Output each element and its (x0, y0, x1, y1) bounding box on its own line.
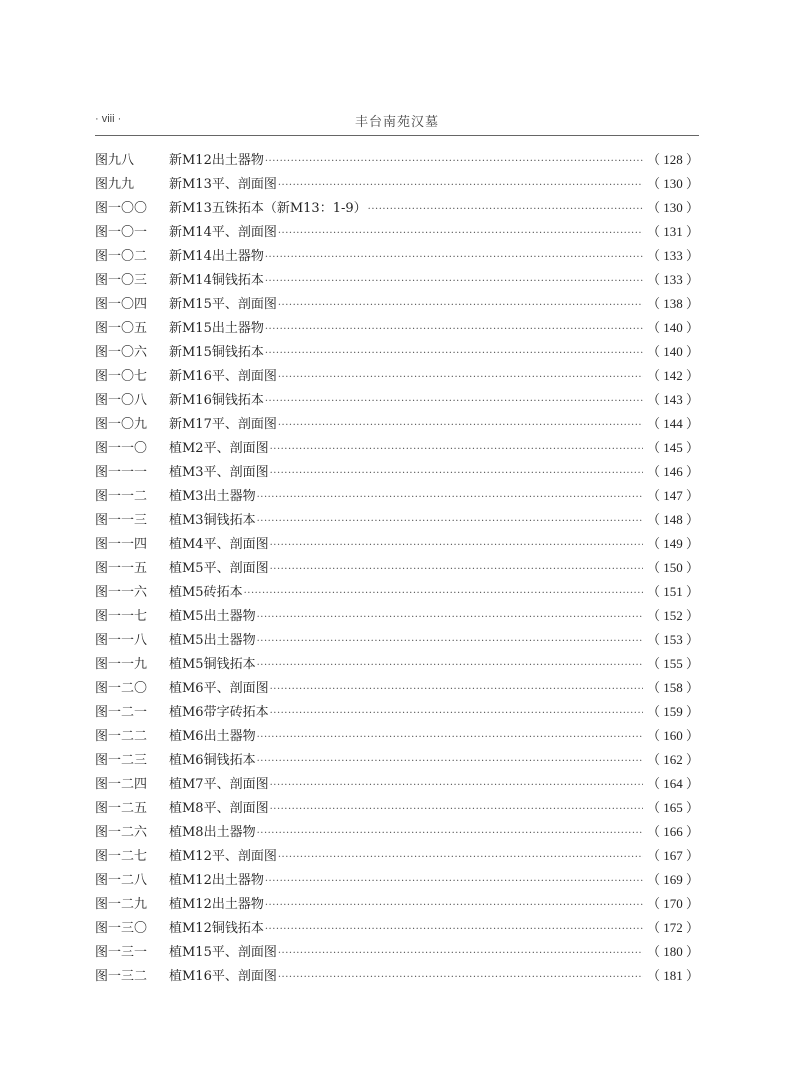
page-number: （ 150 ） (647, 560, 700, 575)
figure-number: 图一一八 (95, 633, 148, 648)
figure-number: 图一一二 (95, 489, 148, 504)
toc-entry (95, 364, 699, 388)
page-number: （ 130 ） (647, 200, 700, 215)
dot-leader (265, 870, 643, 894)
toc-entry (95, 220, 699, 244)
figure-number: 图一〇一 (95, 225, 148, 240)
toc-entry (95, 196, 699, 220)
page-number: （ 159 ） (647, 704, 700, 719)
figure-title: 植M15平、剖面图 (169, 945, 277, 960)
dot-leader (265, 918, 643, 942)
figure-title: 植M12出土器物 (169, 873, 264, 888)
figure-number: 图一二七 (95, 849, 148, 864)
toc-entry (95, 844, 699, 868)
figure-number: 图一〇〇 (95, 201, 148, 216)
figure-title: 植M5出土器物 (169, 609, 256, 624)
figure-title: 植M3出土器物 (169, 489, 256, 504)
figure-title: 植M6铜钱拓本 (169, 753, 256, 768)
figure-number: 图一一五 (95, 561, 148, 576)
dot-leader (257, 486, 643, 510)
dot-leader (265, 150, 643, 174)
toc-entry (95, 796, 699, 820)
page-number: （ 181 ） (647, 968, 700, 983)
toc-entry (95, 580, 699, 604)
toc-entry (95, 532, 699, 556)
figure-title: 新M16平、剖面图 (169, 369, 277, 384)
figure-title: 新M15出土器物 (169, 321, 264, 336)
toc-entry (95, 148, 699, 172)
page-number: （ 144 ） (647, 416, 700, 431)
page-number: （ 128 ） (647, 152, 700, 167)
page-number: （ 131 ） (647, 224, 700, 239)
figure-number: 图一〇八 (95, 393, 148, 408)
figure-title: 新M14出土器物 (169, 249, 264, 264)
page-number: （ 152 ） (647, 608, 700, 623)
dot-leader (278, 966, 643, 990)
page-number: （ 160 ） (647, 728, 700, 743)
figure-title: 植M5砖拓本 (169, 585, 243, 600)
figure-title: 植M16平、剖面图 (169, 969, 277, 984)
figure-number: 图一二四 (95, 777, 148, 792)
page-number: （ 158 ） (647, 680, 700, 695)
header-rule (95, 135, 699, 136)
figure-number: 图一二六 (95, 825, 148, 840)
figure-title: 新M15平、剖面图 (169, 297, 277, 312)
figure-title: 新M14铜钱拓本 (169, 273, 264, 288)
figure-number: 图一二九 (95, 897, 148, 912)
dot-leader (278, 294, 643, 318)
figure-number: 图一三〇 (95, 921, 148, 936)
dot-leader (265, 318, 643, 342)
page-number: （ 148 ） (647, 512, 700, 527)
figure-title: 植M3铜钱拓本 (169, 513, 256, 528)
dot-leader (270, 534, 643, 558)
page-number: （ 153 ） (647, 632, 700, 647)
figure-title: 植M6平、剖面图 (169, 681, 269, 696)
page-number: （ 165 ） (647, 800, 700, 815)
dot-leader (244, 582, 643, 606)
figure-number: 图一〇二 (95, 249, 148, 264)
figure-title: 植M5铜钱拓本 (169, 657, 256, 672)
figure-number: 图一〇九 (95, 417, 148, 432)
page-number: （ 167 ） (647, 848, 700, 863)
dot-leader (257, 606, 643, 630)
dot-leader (270, 798, 643, 822)
toc-entry (95, 604, 699, 628)
figure-title: 新M15铜钱拓本 (169, 345, 264, 360)
figure-number: 图一一三 (95, 513, 148, 528)
dot-leader (278, 846, 643, 870)
page-folio: · viii · (95, 113, 122, 125)
page-number: （ 146 ） (647, 464, 700, 479)
page-number: （ 133 ） (647, 272, 700, 287)
page-number: （ 147 ） (647, 488, 700, 503)
dot-leader (257, 510, 643, 534)
page-number: （ 138 ） (647, 296, 700, 311)
figure-title: 新M13平、剖面图 (169, 177, 277, 192)
toc-entry (95, 172, 699, 196)
figure-number: 图一二三 (95, 753, 148, 768)
toc-entry (95, 412, 699, 436)
toc-entry (95, 964, 699, 988)
dot-leader (257, 630, 643, 654)
toc-entry (95, 556, 699, 580)
figure-title: 新M12出土器物 (169, 153, 264, 168)
figure-number: 图一三二 (95, 969, 148, 984)
page-number: （ 170 ） (647, 896, 700, 911)
dot-leader (270, 678, 643, 702)
toc-entry (95, 508, 699, 532)
page-number: （ 149 ） (647, 536, 700, 551)
toc-entry (95, 244, 699, 268)
figure-number: 图一一一 (95, 465, 148, 480)
page-number: （ 172 ） (647, 920, 700, 935)
figure-number: 图一一九 (95, 657, 148, 672)
figure-title: 植M12出土器物 (169, 897, 264, 912)
figure-title: 新M14平、剖面图 (169, 225, 277, 240)
dot-leader (257, 654, 643, 678)
dot-leader (257, 750, 643, 774)
figure-number: 图一二一 (95, 705, 148, 720)
toc-entry (95, 628, 699, 652)
page-number: （ 166 ） (647, 824, 700, 839)
page-number: （ 130 ） (647, 176, 700, 191)
figure-number: 图一二八 (95, 873, 148, 888)
page-number: （ 169 ） (647, 872, 700, 887)
toc-entry (95, 292, 699, 316)
dot-leader (278, 222, 643, 246)
dot-leader (265, 390, 643, 414)
page-number: （ 142 ） (647, 368, 700, 383)
toc-entry (95, 892, 699, 916)
toc-entry (95, 748, 699, 772)
page-number: （ 140 ） (647, 320, 700, 335)
figure-number: 图一〇六 (95, 345, 148, 360)
page-number: （ 133 ） (647, 248, 700, 263)
dot-leader (270, 462, 643, 486)
page-number: （ 155 ） (647, 656, 700, 671)
figure-number: 图一〇五 (95, 321, 148, 336)
dot-leader (270, 774, 643, 798)
toc-entry (95, 388, 699, 412)
dot-leader (278, 942, 643, 966)
figure-title: 植M4平、剖面图 (169, 537, 269, 552)
page-header (95, 111, 699, 133)
page-number: （ 180 ） (647, 944, 700, 959)
toc-entry (95, 916, 699, 940)
figure-number: 图一一四 (95, 537, 148, 552)
page-number: （ 151 ） (647, 584, 700, 599)
dot-leader (257, 726, 643, 750)
toc-entry (95, 460, 699, 484)
figure-title: 植M6带字砖拓本 (169, 705, 269, 720)
figure-number: 图一二二 (95, 729, 148, 744)
figure-title: 植M6出土器物 (169, 729, 256, 744)
dot-leader (270, 702, 643, 726)
figure-title: 植M5出土器物 (169, 633, 256, 648)
toc-entry (95, 724, 699, 748)
figure-number: 图一一〇 (95, 441, 148, 456)
figure-title: 植M12铜钱拓本 (169, 921, 264, 936)
figure-number: 图一一七 (95, 609, 148, 624)
dot-leader (270, 558, 643, 582)
page-number: （ 164 ） (647, 776, 700, 791)
dot-leader (265, 270, 643, 294)
toc-entry (95, 652, 699, 676)
toc-entry (95, 868, 699, 892)
dot-leader (278, 174, 643, 198)
dot-leader (368, 198, 643, 222)
dot-leader (270, 438, 643, 462)
figure-list (95, 148, 699, 988)
page-number: （ 140 ） (647, 344, 700, 359)
figure-number: 图一〇四 (95, 297, 148, 312)
toc-entry (95, 436, 699, 460)
dot-leader (265, 246, 643, 270)
page-number: （ 162 ） (647, 752, 700, 767)
toc-entry (95, 772, 699, 796)
running-title: 丰台南苑汉墓 (354, 115, 439, 130)
toc-entry (95, 820, 699, 844)
toc-entry (95, 268, 699, 292)
figure-title: 新M16铜钱拓本 (169, 393, 264, 408)
figure-number: 图一一六 (95, 585, 148, 600)
toc-entry (95, 676, 699, 700)
figure-title: 新M17平、剖面图 (169, 417, 277, 432)
figure-title: 植M8平、剖面图 (169, 801, 269, 816)
page-number: （ 143 ） (647, 392, 700, 407)
toc-entry (95, 316, 699, 340)
figure-title: 植M2平、剖面图 (169, 441, 269, 456)
figure-number: 图一〇七 (95, 369, 148, 384)
dot-leader (265, 894, 643, 918)
figure-title: 新M13五铢拓本（新M13：1-9） (169, 201, 367, 216)
figure-number: 图一三一 (95, 945, 148, 960)
figure-number: 图九八 (95, 153, 135, 168)
figure-title: 植M8出土器物 (169, 825, 256, 840)
figure-number: 图一二五 (95, 801, 148, 816)
figure-number: 图一二〇 (95, 681, 148, 696)
toc-entry (95, 340, 699, 364)
figure-number: 图一〇三 (95, 273, 148, 288)
page-number: （ 145 ） (647, 440, 700, 455)
figure-title: 植M3平、剖面图 (169, 465, 269, 480)
dot-leader (278, 366, 643, 390)
toc-entry (95, 484, 699, 508)
figure-title: 植M5平、剖面图 (169, 561, 269, 576)
figure-number: 图九九 (95, 177, 135, 192)
toc-entry (95, 940, 699, 964)
dot-leader (278, 414, 643, 438)
dot-leader (257, 822, 643, 846)
toc-entry (95, 700, 699, 724)
figure-title: 植M7平、剖面图 (169, 777, 269, 792)
figure-title: 植M12平、剖面图 (169, 849, 277, 864)
dot-leader (265, 342, 643, 366)
